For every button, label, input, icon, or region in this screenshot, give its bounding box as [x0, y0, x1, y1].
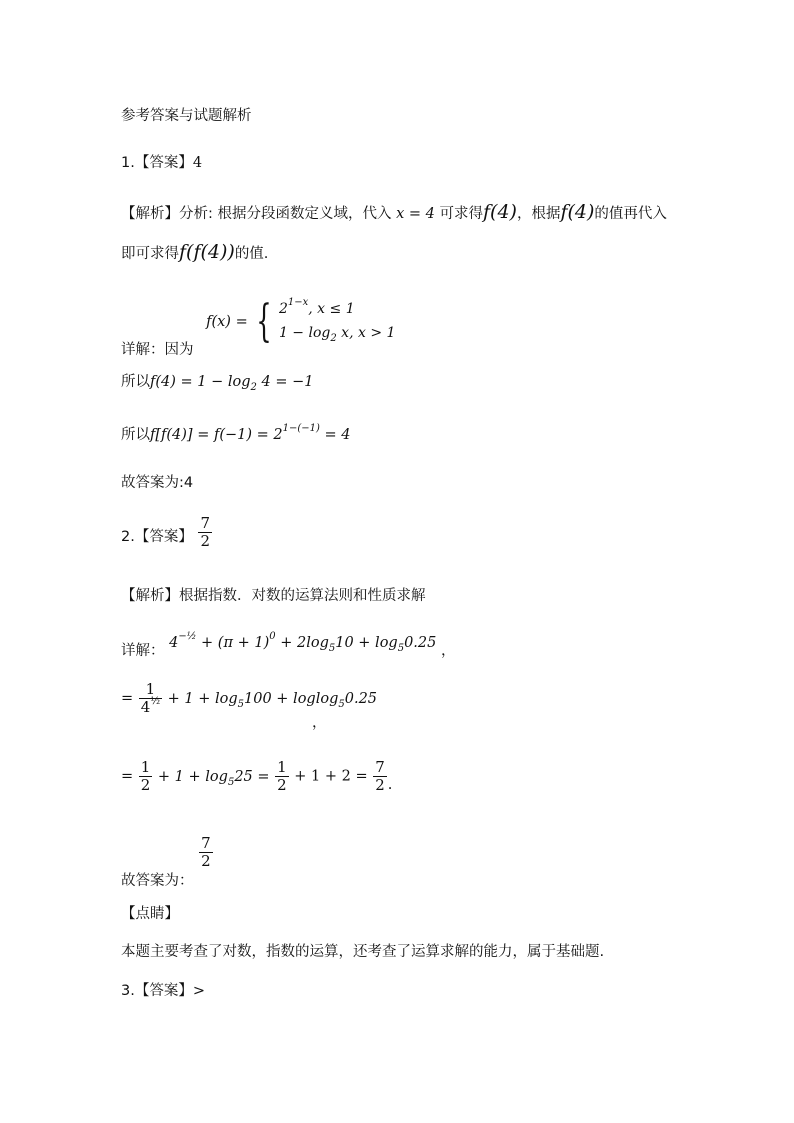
- q1-so1-line: [121, 374, 314, 393]
- q2-detail-line: [121, 631, 456, 659]
- q2-point-tag: 【点睛】: [121, 906, 179, 922]
- q2-expr2-line: [121, 682, 377, 715]
- q2-expr3-a: + $1 + \log_525$ =: [153, 768, 270, 788]
- q1-analysis-c: ，根据: [516, 206, 561, 222]
- q1-answer-line: [121, 156, 202, 171]
- q1-so2: $f[f(4)] = f(-1) = 2^{1-(-1)} = 4$: [150, 423, 351, 443]
- q1-detail-line: [121, 292, 396, 358]
- q2-final-fraction: $\frac{7}{2}$: [201, 834, 211, 870]
- q1-detail-label: 详解：因为: [121, 342, 194, 358]
- q1-so-label-1: 所以: [121, 374, 150, 390]
- q1-fx: f(x) =: [206, 314, 248, 330]
- q2-period: .: [387, 776, 393, 793]
- q1-case1: $2^{1-x}$, x ≤ 1: [278, 297, 355, 317]
- q1-answer: 4: [192, 155, 203, 171]
- q1-analysis-line: [121, 203, 667, 222]
- q2-expr2-log2: log: [315, 690, 339, 707]
- q2-expr3-frac-c: $\frac{7}{2}$: [375, 758, 385, 794]
- q1-so-label-2: 所以: [121, 427, 150, 443]
- q3-answer: >: [192, 983, 205, 999]
- q1-analysis-d: 的值再代入: [594, 206, 667, 222]
- q2-answer-fraction: [198, 516, 212, 549]
- q1-so2-line: [121, 423, 351, 443]
- q2-expr3-frac-a: $\frac{1}{2}$: [140, 758, 151, 794]
- q2-comma-1: ，: [440, 643, 456, 659]
- q3-answer-line: [121, 984, 205, 999]
- q2-expr2: + $1 + \log_5100 + loglog_50.25$: [163, 690, 378, 710]
- q1-line2-a: 即可求得: [121, 246, 179, 262]
- q2-label: 2.【答案】: [121, 528, 193, 545]
- q1-sub-eq: x = 4: [396, 206, 435, 222]
- q1-line2-b: 的值.: [234, 246, 269, 262]
- q3-label: 3.【答案】: [121, 983, 193, 999]
- q2-expr1: $4^{-\frac{1}{2}} + (\pi + 1)^0 + 2\log_510 + \log_50.25$: [169, 631, 437, 654]
- q1-f4-a: f(4): [483, 201, 517, 223]
- q1-cases: [279, 298, 395, 346]
- q2-final-label: 故答案为：: [121, 872, 194, 889]
- q1-so1: $f(4) = 1 - \log_2 4 = -1$: [150, 374, 314, 393]
- q2-expr3-eq: =: [121, 768, 134, 785]
- q1-line2: [121, 243, 268, 262]
- q1-ff4: f(f(4)): [179, 241, 235, 263]
- q2-expr3-frac-b: $\frac{1}{2}$: [277, 758, 287, 794]
- q1-case2: $1 - \log_2 x$, x > 1: [278, 325, 396, 344]
- q1-final: 故答案为:4: [121, 475, 194, 491]
- q1-f4-b: f(4): [560, 201, 595, 223]
- q2-expr2-fraction: $\frac{1}{4^{\frac{1}{2}}}$: [140, 680, 161, 716]
- q2-answer-den: 2: [200, 532, 210, 550]
- q1-analysis-tag: 【解析】: [121, 206, 179, 222]
- q2-point-text: 本题主要考查了对数，指数的运算，还考查了运算求解的能力，属于基础题.: [121, 944, 605, 960]
- q2-final-line: [121, 834, 214, 889]
- q2-comma-2: ，: [312, 715, 327, 731]
- page-title: 参考答案与试题解析: [121, 108, 252, 124]
- q2-expr2-eq: =: [121, 690, 134, 707]
- q2-expr3-line: [121, 760, 392, 793]
- q1-label: 1.【答案】: [121, 155, 193, 171]
- q2-answer-num: 7: [200, 514, 210, 532]
- q1-analysis-b: 可求得: [439, 206, 483, 222]
- q2-detail-label: 详解：: [121, 643, 165, 659]
- q1-brace: {: [256, 296, 273, 347]
- q1-analysis-a: 分析: 根据分段函数定义域，代入: [179, 206, 392, 222]
- q2-expr3-b: + 1 + 2 =: [289, 768, 368, 785]
- q2-analysis: 【解析】根据指数．对数的运算法则和性质求解: [121, 588, 426, 604]
- q2-answer-line: [121, 514, 213, 553]
